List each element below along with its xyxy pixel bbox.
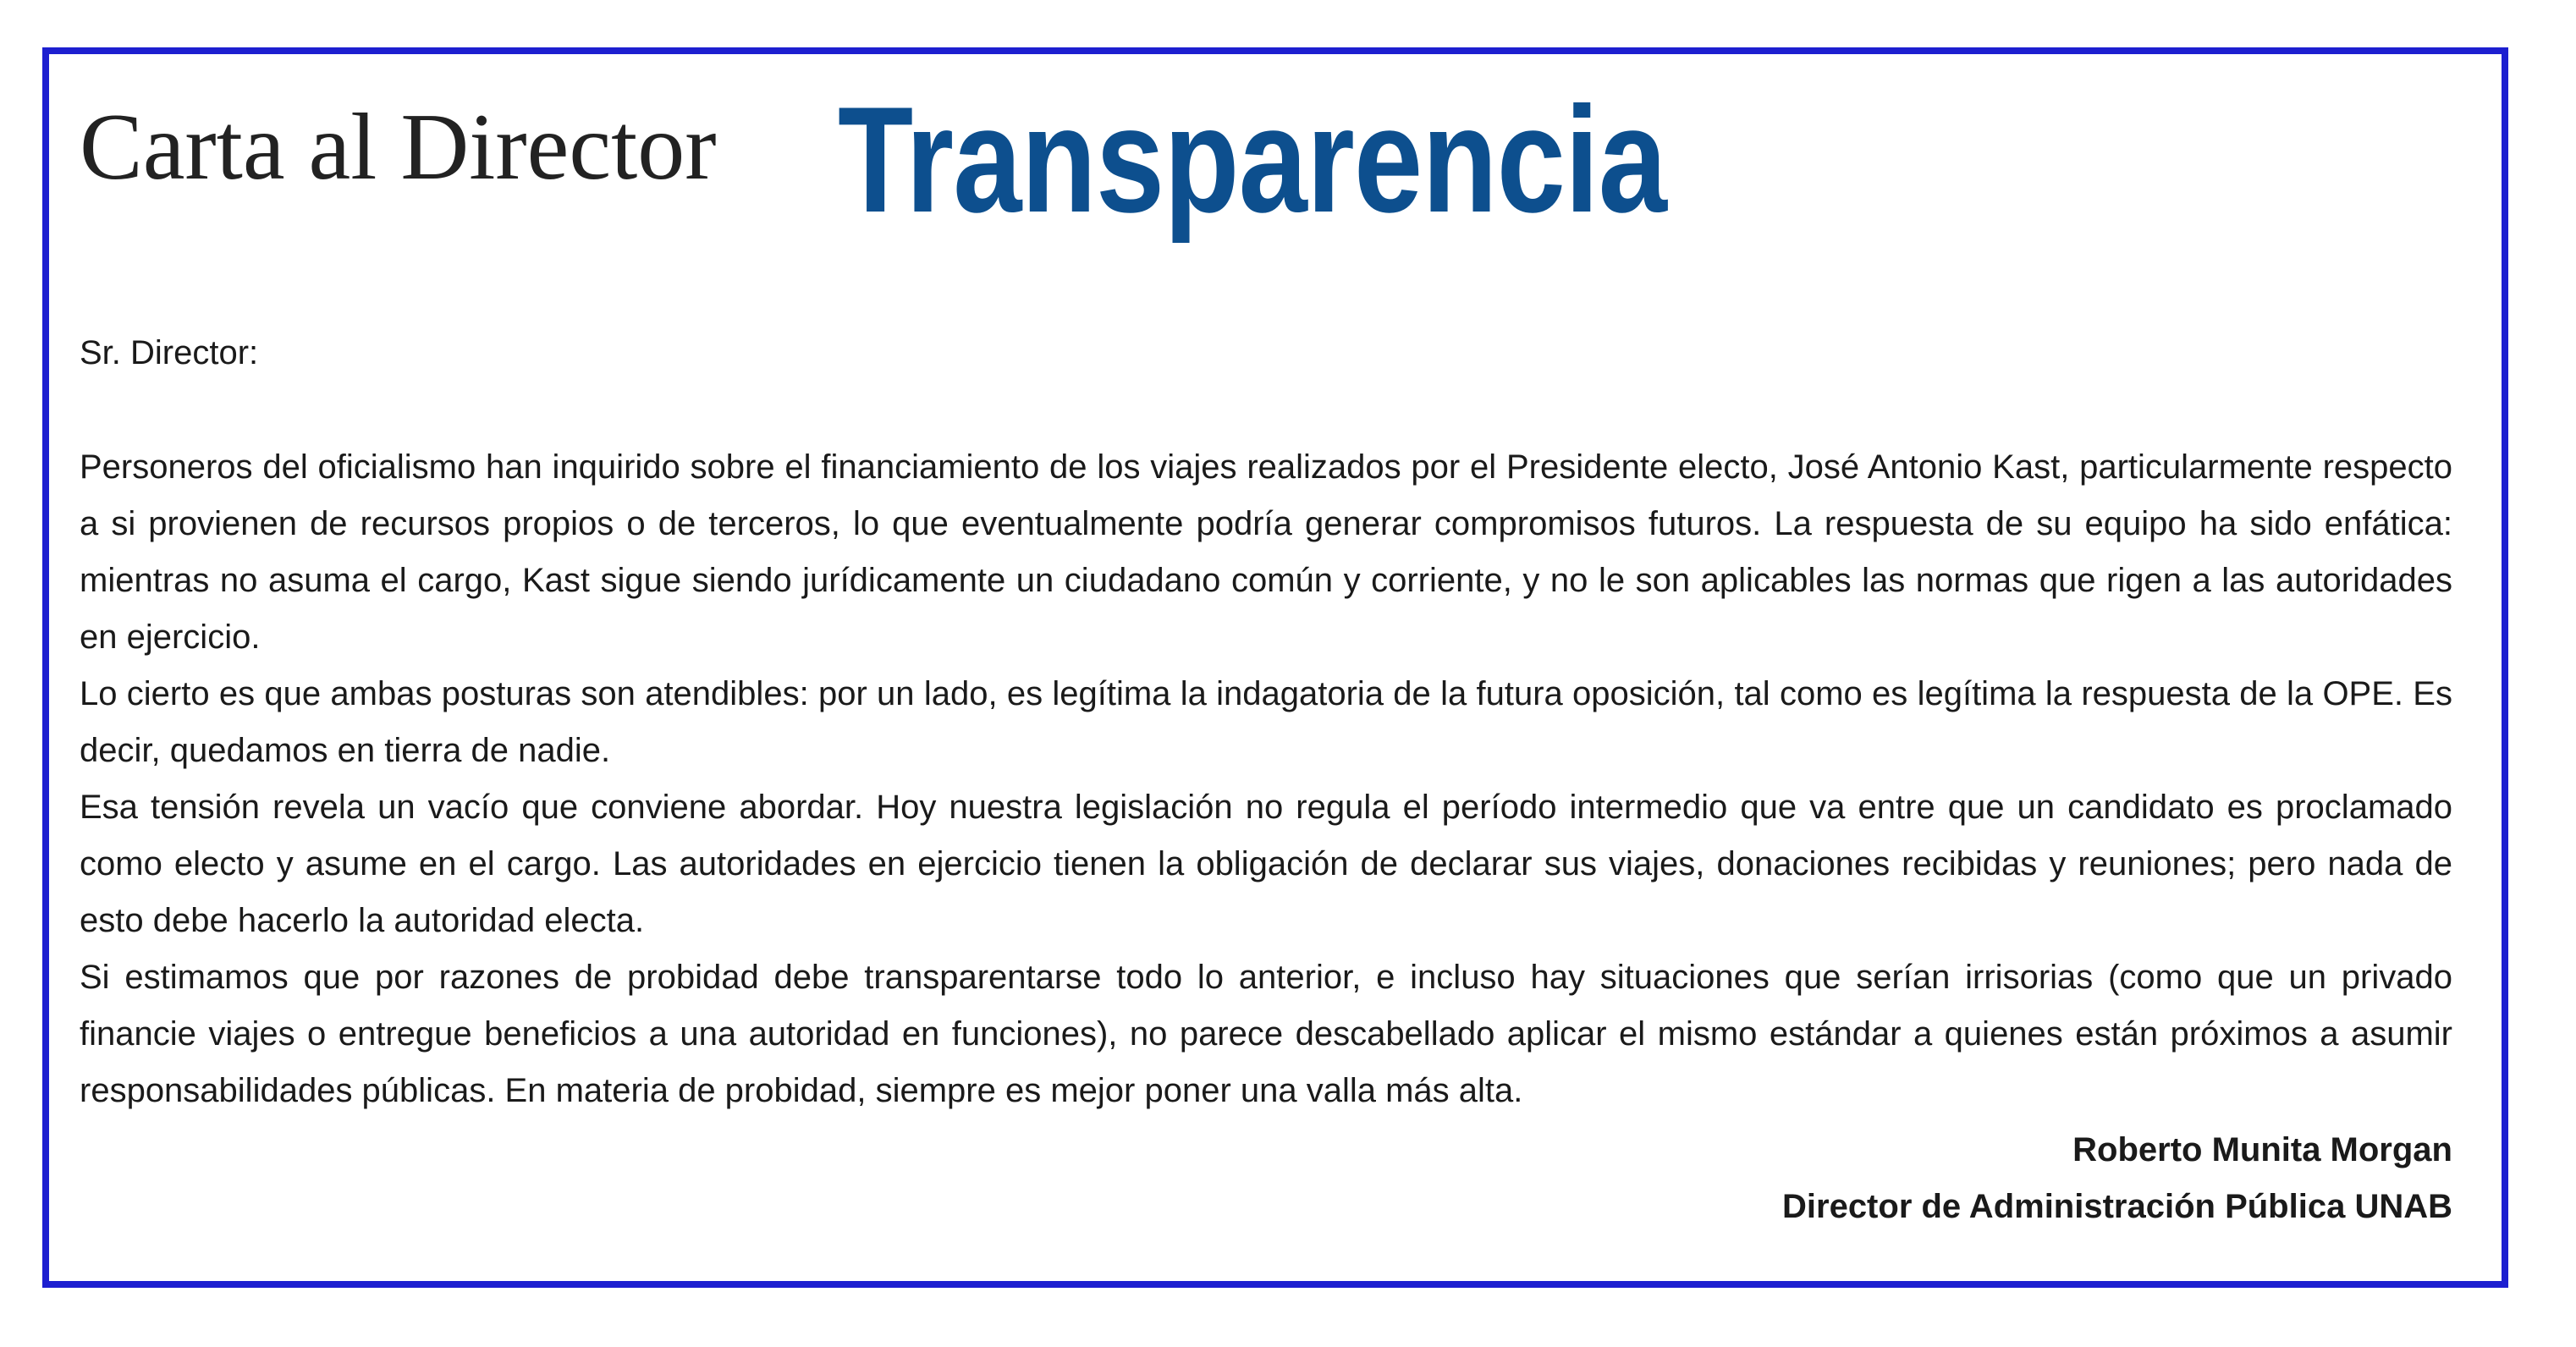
paragraph: Personeros del oficialismo han inquirido sobre el financiamiento de los viajes realizados por el Presidente electo, José Antonio Kast, particularmente respecto a si provienen de recursos propios o de terceros, lo que eventualmente podría generar compromisos futuros. La respuesta de su equipo ha sido enfática: mientras no asuma el cargo, Kast sigue siendo jurídicamente un ciudadano común y corriente, y no le son aplicables las normas que rigen a las autoridades en ejercicio. [80,448,2452,656]
signature-title: Director de Administración Pública UNAB [1782,1188,2452,1225]
headline: Transparencia [838,75,1667,244]
signature-block [1782,1122,2452,1235]
signature-name: Roberto Munita Morgan [2072,1131,2452,1168]
section-label: Carta al Director [80,95,717,200]
salutation: Sr. Director: [80,334,259,371]
paragraph: Lo cierto es que ambas posturas son atendibles: por un lado, es legítima la indagatoria de la futura oposición, tal como es legítima la respuesta de la OPE. Es decir, quedamos en tierra de nadie. [80,675,2452,769]
paragraph: Si estimamos que por razones de probidad debe transparentarse todo lo anterior, e incluso hay situaciones que serían irrisorias (como que un privado financie viajes o entregue beneficios a una autoridad en funciones), no parece descabellado aplicar el mismo estándar a quienes están próximos a asumir responsabilidades públicas. En materia de probidad, siempre es mejor poner una valla más alta. [80,959,2452,1109]
letter-header [80,75,1772,254]
letter-body [80,325,2452,1119]
paragraph: Esa tensión revela un vacío que conviene abordar. Hoy nuestra legislación no regula el período intermedio que va entre que un candidato es proclamado como electo y asume en el cargo. Las autoridades en ejercicio tienen la obligación de declarar sus viajes, donaciones recibidas y reuniones; pero nada de esto debe hacerlo la autoridad electa. [80,789,2452,939]
